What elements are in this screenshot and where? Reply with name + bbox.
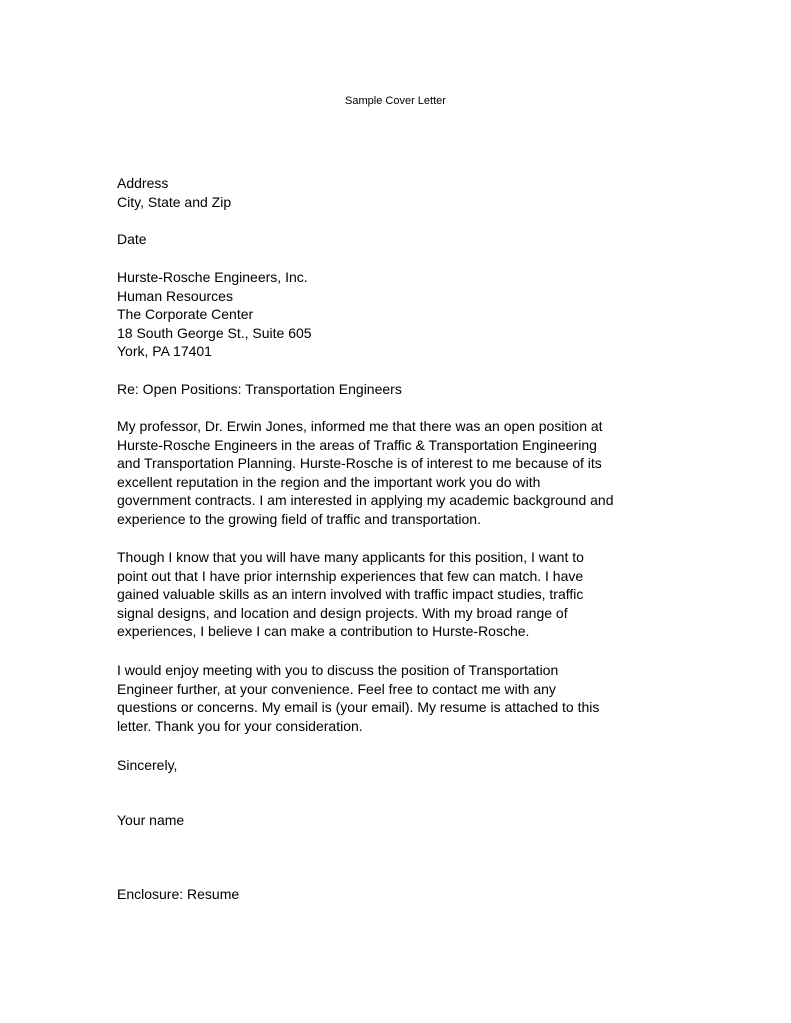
paragraph-line: signal designs, and location and design projects. With my broad range of: [117, 604, 568, 621]
date-line: Date: [117, 231, 147, 247]
subject-line: Re: Open Positions: Transportation Engineers: [117, 381, 402, 397]
paragraph-line: I would enjoy meeting with you to discuss the position of Transportation: [117, 662, 559, 678]
paragraph-line: questions or concerns. My email is (your email). My resume is attached to this: [117, 699, 600, 716]
paragraph-line: government contracts. I am interested in applying my academic background and: [117, 492, 614, 509]
paragraph-line: Engineer further, at your convenience. Feel free to contact me with any: [117, 680, 556, 697]
paragraph-line: Hurste-Rosche Engineers in the areas of Traffic & Transportation Engineering: [117, 436, 597, 453]
paragraph-1: [117, 417, 614, 529]
paragraph-2: [117, 548, 584, 641]
recipient-building: The Corporate Center: [117, 306, 254, 323]
signature-name: Your name: [117, 812, 185, 828]
paragraph-line: experiences, I believe I can make a contribution to Hurste-Rosche.: [117, 623, 530, 640]
paragraph-line: excellent reputation in the region and the important work you do with: [117, 473, 541, 490]
closing: Sincerely,: [117, 757, 178, 773]
sender-city-state-zip: City, State and Zip: [117, 193, 232, 210]
paragraph-line: My professor, Dr. Erwin Jones, informed me that there was an open position at: [117, 418, 603, 434]
recipient-company: Hurste-Rosche Engineers, Inc.: [117, 269, 308, 285]
enclosure-line: Enclosure: Resume: [117, 886, 240, 902]
recipient-street: 18 South George St., Suite 605: [117, 324, 312, 341]
paragraph-line: letter. Thank you for your consideration.: [117, 717, 363, 734]
sender-address: Address: [117, 175, 169, 191]
recipient-department: Human Resources: [117, 287, 233, 304]
paragraph-3: [117, 661, 599, 735]
paragraph-line: point out that I have prior internship experiences that few can match. I have: [117, 567, 584, 584]
paragraph-line: and Transportation Planning. Hurste-Rosche is of interest to me because of its: [117, 455, 602, 472]
recipient-block: [117, 268, 312, 361]
sender-address-block: [117, 174, 231, 211]
recipient-city: York, PA 17401: [117, 343, 212, 360]
paragraph-line: Though I know that you will have many applicants for this position, I want to: [117, 549, 584, 565]
paragraph-line: experience to the growing field of traffic and transportation.: [117, 510, 481, 527]
page-title: Sample Cover Letter: [345, 95, 446, 107]
paragraph-line: gained valuable skills as an intern involved with traffic impact studies, traffic: [117, 586, 584, 603]
